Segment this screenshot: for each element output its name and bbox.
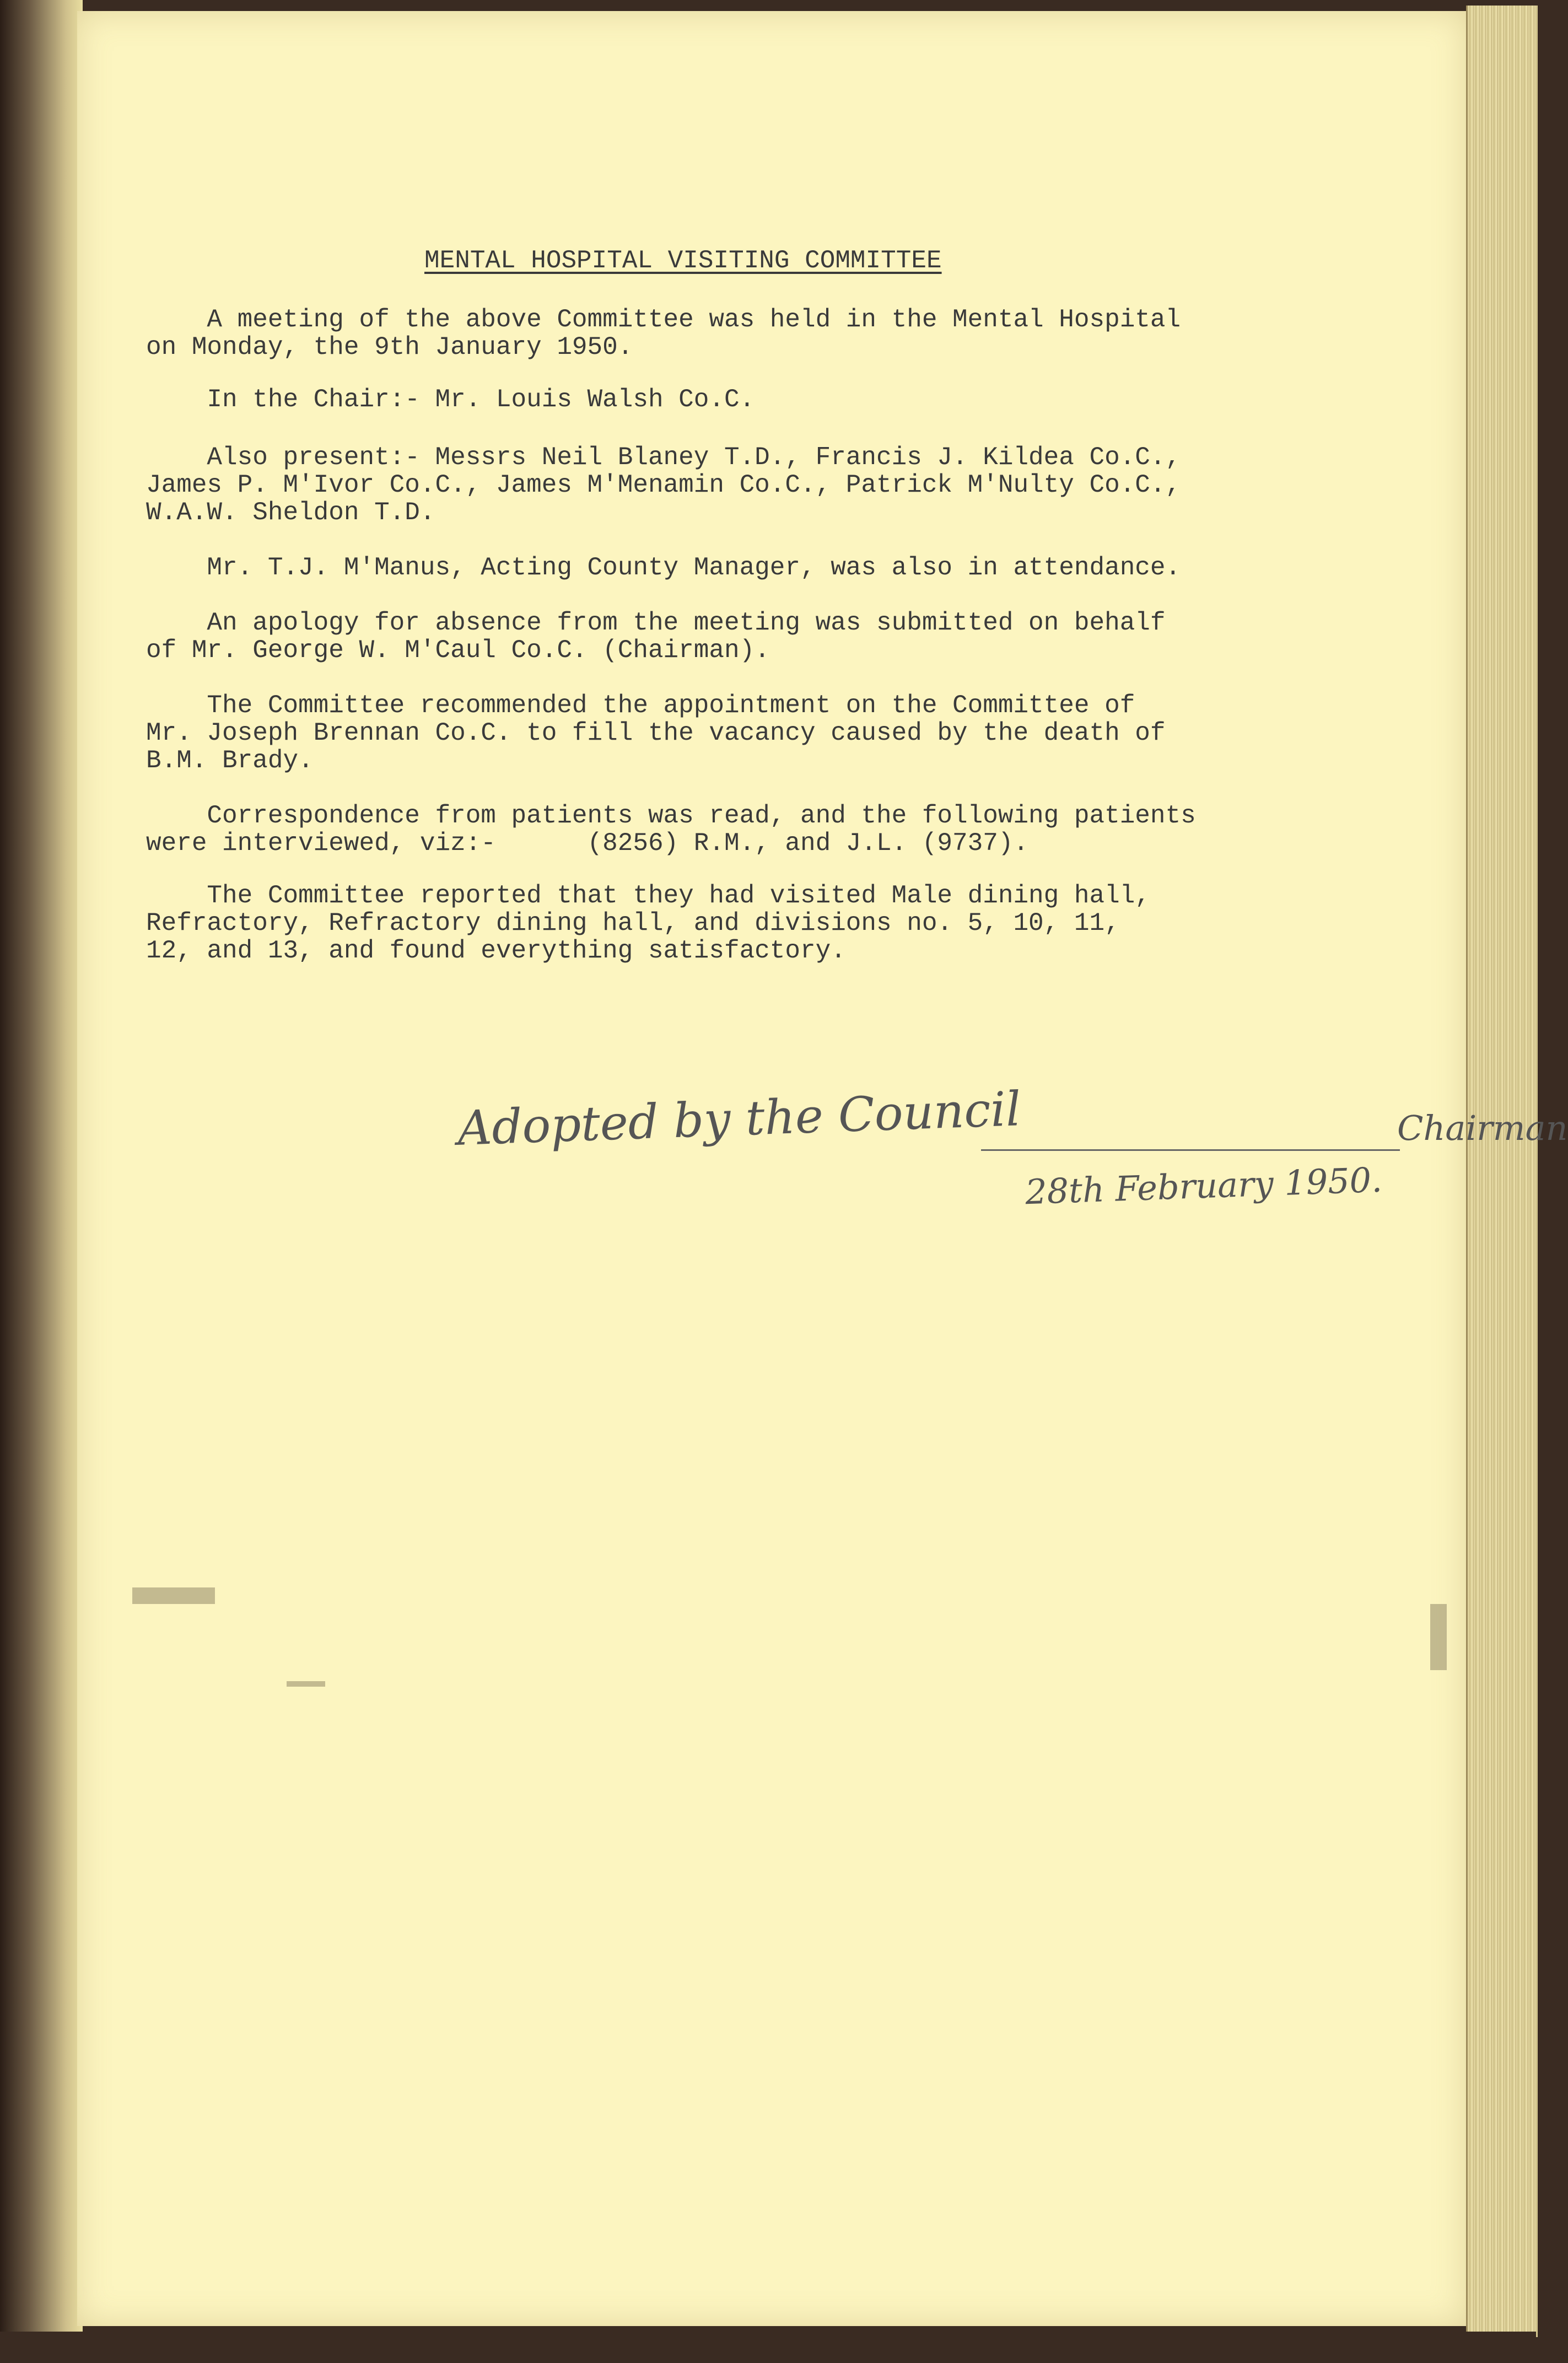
signature-line: [981, 1149, 1400, 1151]
page-edges-right: [1466, 6, 1538, 2337]
minutes-line: were interviewed, viz:- (8256) R.M., and J.L. (9737).: [146, 829, 1029, 858]
minutes-line: Also present:- Messrs Neil Blaney T.D., Francis J. Kildea Co.C.,: [146, 443, 1181, 472]
paper-stain: [1430, 1604, 1447, 1670]
minutes-line: W.A.W. Sheldon T.D.: [146, 498, 435, 527]
minutes-line: A meeting of the above Committee was held in the Mental Hospital: [146, 305, 1181, 334]
minutes-line: James P. M'Ivor Co.C., James M'Menamin Co.C., Patrick M'Nulty Co.C.,: [146, 471, 1181, 499]
paper-stain: [132, 1587, 215, 1604]
book-binding-left: [0, 0, 83, 2363]
document-title: MENTAL HOSPITAL VISITING COMMITTEE: [424, 246, 942, 275]
minutes-line: Refractory, Refractory dining hall, and divisions no. 5, 10, 11,: [146, 909, 1120, 938]
minutes-line: The Committee recommended the appointment on the Committee of: [146, 691, 1135, 720]
minutes-line: 12, and 13, and found everything satisfactory.: [146, 936, 846, 965]
document-page: [77, 11, 1568, 2326]
handwritten-date: 28th February 1950.: [1024, 1159, 1383, 1213]
handwritten-chairman: Chairman: [1397, 1108, 1568, 1148]
book-edge-bottom: [0, 2332, 1536, 2363]
handwritten-adopted-note: Adopted by the Council: [456, 1081, 1022, 1156]
minutes-line: of Mr. George W. M'Caul Co.C. (Chairman).: [146, 636, 770, 665]
minutes-line: B.M. Brady.: [146, 746, 314, 775]
minutes-line: on Monday, the 9th January 1950.: [146, 333, 633, 362]
minutes-line: An apology for absence from the meeting was submitted on behalf: [146, 609, 1166, 637]
minutes-line: The Committee reported that they had visited Male dining hall,: [146, 881, 1150, 910]
minutes-line: Mr. Joseph Brennan Co.C. to fill the vacancy caused by the death of: [146, 719, 1166, 747]
minutes-line: Correspondence from patients was read, and the following patients: [146, 801, 1196, 830]
paper-stain: [287, 1681, 325, 1687]
minutes-line: In the Chair:- Mr. Louis Walsh Co.C.: [146, 385, 755, 414]
minutes-line: Mr. T.J. M'Manus, Acting County Manager, was also in attendance.: [146, 553, 1181, 582]
